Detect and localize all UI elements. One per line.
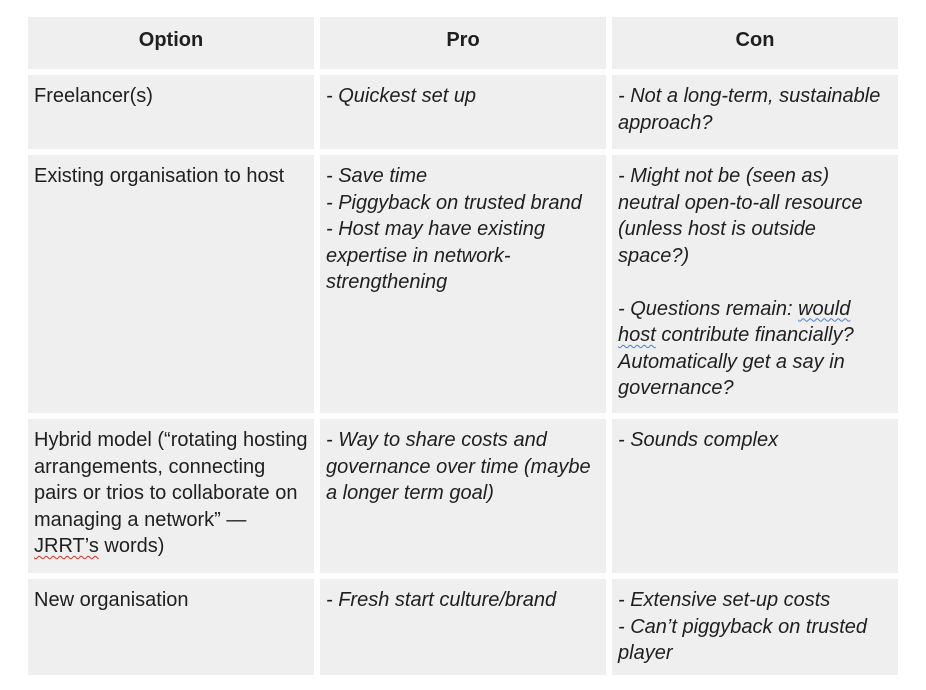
con-text-suffix: contribute financially? Automatically get a say in governance? xyxy=(618,324,854,399)
option-cell xyxy=(25,576,317,678)
con-text: - Might not be (seen as) neutral open-to-all resource (unless host is outside space?) xyxy=(618,165,863,267)
con-text: - Extensive set-up costs xyxy=(618,589,831,611)
con-text: - Can’t piggyback on trusted player xyxy=(618,615,868,664)
con-cell xyxy=(609,576,901,678)
con-text-prefix: - Questions remain: xyxy=(618,297,799,320)
grammar-flag-word[interactable]: would xyxy=(798,297,851,320)
con-cell xyxy=(609,416,901,576)
pro-cell xyxy=(317,72,609,152)
pro-text: - Host may have existing expertise in network-strengthening xyxy=(326,218,545,293)
pro-text: - Quickest set up xyxy=(326,85,477,107)
pro-text: - Fresh start culture/brand xyxy=(326,589,557,611)
con-text: - Sounds complex xyxy=(618,429,779,451)
pro-cell xyxy=(317,152,609,416)
con-text-questions xyxy=(618,296,892,402)
table-row xyxy=(25,152,901,416)
header-row xyxy=(25,14,901,72)
option-cell xyxy=(25,72,317,152)
option-text: Existing organisation to host xyxy=(34,165,285,187)
pro-text: - Piggyback on trusted brand xyxy=(326,191,582,214)
con-cell xyxy=(609,152,901,416)
grammar-flag-word[interactable]: host xyxy=(618,324,656,346)
pro-cell xyxy=(317,576,609,678)
pro-text: - Save time xyxy=(326,165,428,187)
pro-cell xyxy=(317,416,609,576)
option-text: New organisation xyxy=(34,589,189,611)
header-con: Con xyxy=(609,14,901,72)
option-cell xyxy=(25,152,317,416)
con-text: - Not a long-term, sustainable approach? xyxy=(618,85,881,134)
option-text: Freelancer(s) xyxy=(34,85,153,107)
paragraph-gap xyxy=(618,269,892,296)
option-text-suffix: words) xyxy=(98,535,165,557)
table-row xyxy=(25,576,901,678)
spelling-flag-word[interactable]: JRRT’s xyxy=(34,535,99,557)
option-text xyxy=(34,427,308,560)
pros-cons-table xyxy=(25,14,901,678)
table-row xyxy=(25,416,901,576)
header-pro: Pro xyxy=(317,14,609,72)
con-cell xyxy=(609,72,901,152)
header-option: Option xyxy=(25,14,317,72)
pro-text: - Way to share costs and governance over time (maybe a longer term goal) xyxy=(326,429,591,504)
table-row xyxy=(25,72,901,152)
option-cell xyxy=(25,416,317,576)
option-text-prefix: Hybrid model (“rotating hosting arrangements, connecting pairs or trios to collaborate on managing a network” — xyxy=(34,429,308,531)
